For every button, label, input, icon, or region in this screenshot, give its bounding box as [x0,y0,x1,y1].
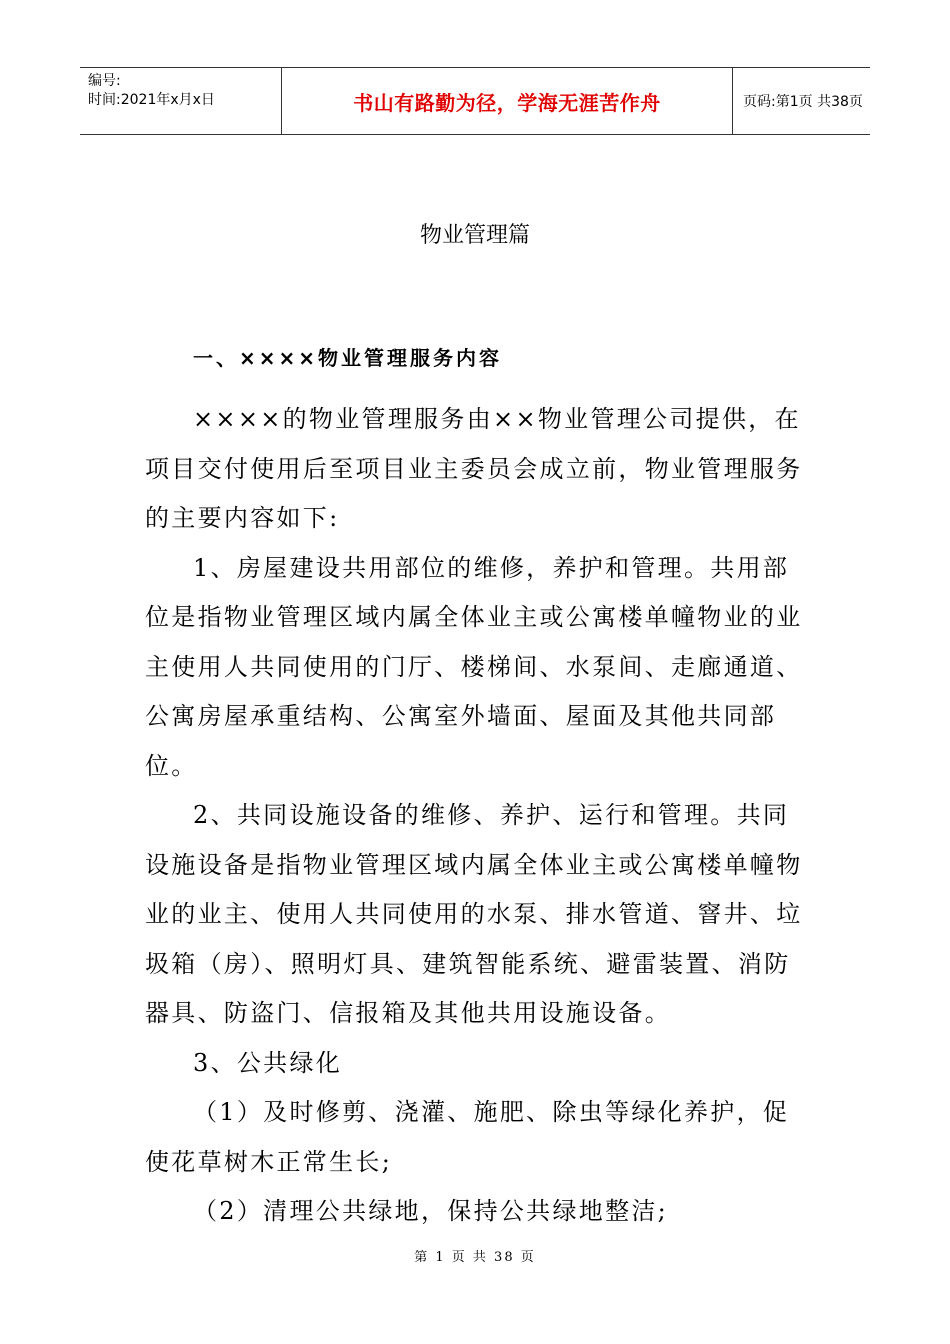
document-body [145,395,805,1237]
paragraph-item-1: 1、房屋建设共用部位的维修，养护和管理。共用部位是指物业管理区域内属全体业主或公寓楼单幢物业的业主使用人共同使用的门厅、楼梯间、水泵间、走廊通道、公寓房屋承重结构、公寓室外墙面、屋面及其他共同部位。 [145,553,803,780]
page-footer: 第 1 页 共 38 页 [414,1250,536,1265]
document-date-label: 时间:2021年x月x日 [88,92,215,108]
page-header [80,67,870,135]
paragraph-intro: ××××的物业管理服务由××物业管理公司提供，在项目交付使用后至项目业主委员会成立前，物业管理服务的主要内容如下: [145,405,803,532]
header-meta [80,68,281,134]
section-heading: 一、××××物业管理服务内容 [193,346,503,370]
paragraph-item-3-1: （1）及时修剪、浇灌、施肥、除虫等绿化养护，促使花草树木正常生长; [145,1098,790,1176]
paragraph-item-3: 3、公共绿化 [193,1048,343,1077]
header-motto: 书山有路勤为径，学海无涯苦作舟 [353,90,661,115]
document-number-label: 编号: [88,73,121,89]
document-title: 物业管理篇 [419,223,530,248]
paragraph-item-3-2: （2）清理公共绿地，保持公共绿地整洁; [193,1197,669,1225]
paragraph-item-2: 2、共同设施设备的维修、养护、运行和管理。共同设施设备是指物业管理区域内属全体业主或公寓楼单幢物业的业主、使用人共同使用的水泵、排水管道、窨井、垃圾箱（房）、照明灯具、建筑智能系统、避雷装置、消防器具、防盗门、信报箱及其他共用设施设备。 [145,801,803,1027]
header-motto-cell [281,68,733,134]
header-page-info: 页码:第1页 共38页 [743,94,863,110]
